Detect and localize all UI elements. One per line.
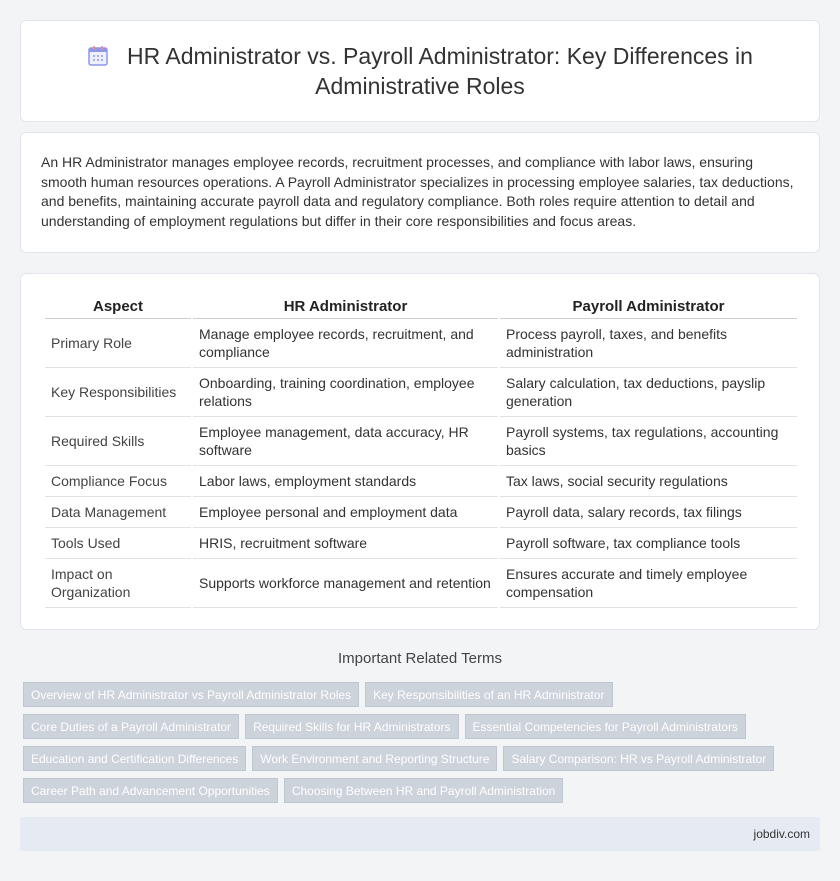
intro-paragraph: An HR Administrator manages employee records, recruitment processes, and compliance with labor laws, ensuring smooth human resources operations. A Payroll Administrator specializes in processing employee salaries, tax deductions, and benefits, maintaining accurate payroll data and regulatory compliance. Both roles require attention to detail and understanding of employment regulations but differ in their core responsibilities and focus areas. [41,154,794,229]
table-row [45,497,797,528]
row-hr-value: HRIS, recruitment software [193,528,498,559]
title-card [20,20,820,122]
related-term-link[interactable]: Salary Comparison: HR vs Payroll Administrator [503,746,774,771]
related-term-link[interactable]: Overview of HR Administrator vs Payroll Administrator Roles [23,682,359,707]
row-payroll-value: Process payroll, taxes, and benefits administration [500,319,797,368]
tag-row [23,714,813,739]
tag-row [23,746,813,771]
row-hr-value: Manage employee records, recruitment, and compliance [193,319,498,368]
related-terms-list [23,682,813,810]
related-term-link[interactable]: Choosing Between HR and Payroll Administration [284,778,563,803]
calendar-icon [87,45,109,67]
tag-row [23,682,813,707]
related-term-link[interactable]: Core Duties of a Payroll Administrator [23,714,239,739]
row-aspect: Tools Used [45,528,191,559]
row-hr-value: Onboarding, training coordination, employee relations [193,368,498,417]
row-hr-value: Employee personal and employment data [193,497,498,528]
related-term-link[interactable]: Key Responsibilities of an HR Administrator [365,682,612,707]
related-term-link[interactable]: Work Environment and Reporting Structure [252,746,497,771]
comparison-table [43,290,799,608]
intro-card [20,132,820,253]
row-payroll-value: Payroll software, tax compliance tools [500,528,797,559]
row-hr-value: Labor laws, employment standards [193,466,498,497]
row-aspect: Impact on Organization [45,559,191,608]
related-terms-heading: Important Related Terms [338,650,502,667]
row-hr-value: Employee management, data accuracy, HR software [193,417,498,466]
row-payroll-value: Tax laws, social security regulations [500,466,797,497]
row-aspect: Primary Role [45,319,191,368]
comparison-table-card [20,273,820,630]
footer [20,817,820,851]
tag-row [23,778,813,803]
row-payroll-value: Ensures accurate and timely employee compensation [500,559,797,608]
row-aspect: Key Responsibilities [45,368,191,417]
row-payroll-value: Payroll systems, tax regulations, accounting basics [500,417,797,466]
title-wrap [61,41,779,101]
related-term-link[interactable]: Essential Competencies for Payroll Administrators [465,714,746,739]
table-row [45,319,797,368]
table-row [45,417,797,466]
footer-site-link[interactable]: jobdiv.com [753,827,810,841]
page-title: HR Administrator vs. Payroll Administrator: Key Differences in Administrative Roles [127,43,753,99]
column-header-hr-administrator: HR Administrator [193,290,498,319]
row-payroll-value: Salary calculation, tax deductions, payslip generation [500,368,797,417]
column-header-payroll-administrator: Payroll Administrator [500,290,797,319]
related-term-link[interactable]: Education and Certification Differences [23,746,246,771]
row-payroll-value: Payroll data, salary records, tax filings [500,497,797,528]
row-aspect: Data Management [45,497,191,528]
row-hr-value: Supports workforce management and retention [193,559,498,608]
related-term-link[interactable]: Required Skills for HR Administrators [245,714,458,739]
row-aspect: Required Skills [45,417,191,466]
table-row [45,559,797,608]
column-header-aspect: Aspect [45,290,191,319]
related-term-link[interactable]: Career Path and Advancement Opportunities [23,778,278,803]
table-row [45,466,797,497]
table-row [45,368,797,417]
row-aspect: Compliance Focus [45,466,191,497]
table-header-row [45,290,797,319]
table-row [45,528,797,559]
